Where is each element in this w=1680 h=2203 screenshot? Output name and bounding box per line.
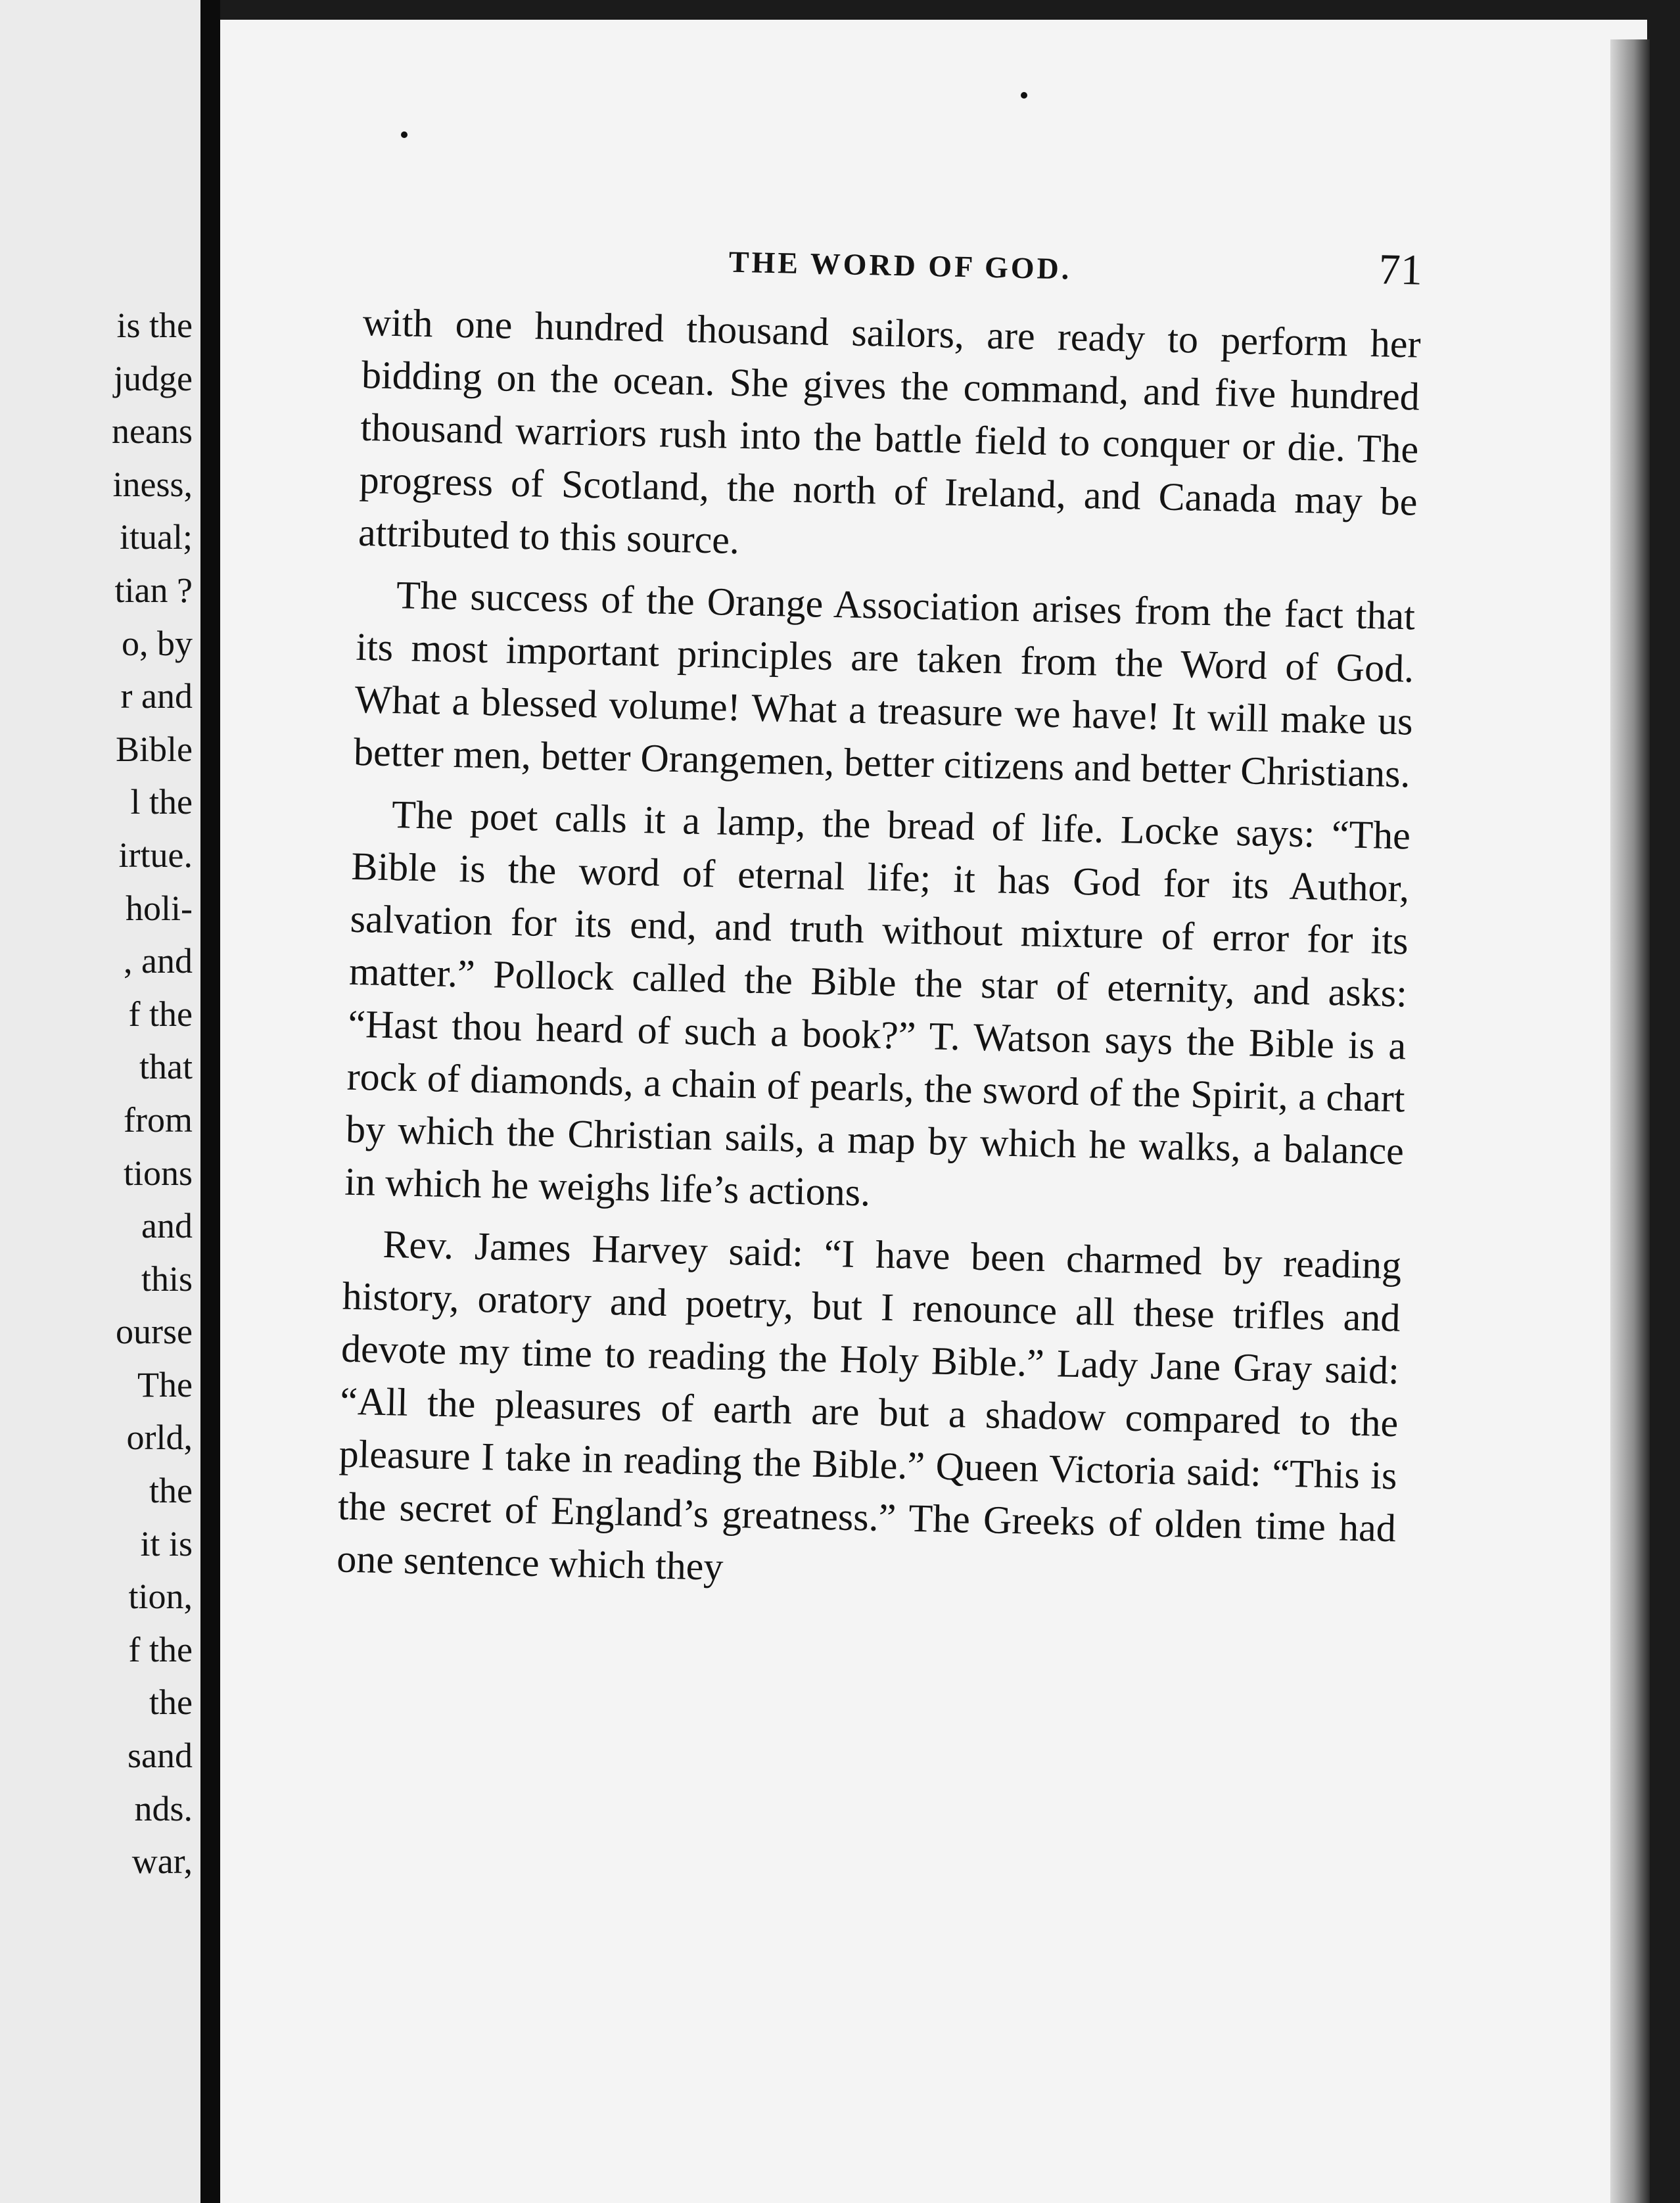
left-page-line: the: [149, 1471, 193, 1511]
paragraph-poet-quotes: The poet calls it a lamp, the bread of life. Locke says: “The Bible is the word of eternal life; it has God for its Author, salvation for its end, and truth without mixture of error for its matter.” Pollock called the Bible the star of eternity, and asks: “Hast thou heard of such a book?” T. Watson says the Bible is a rock of diamonds, a chain of pearls, the sword of the Spirit, a chart by which the Christian sails, a map by which he walks, a balance in which he weighs life’s actions.: [344, 793, 1411, 1215]
left-page-line: nds.: [134, 1788, 193, 1828]
left-page-line: o, by: [122, 623, 193, 663]
left-page-line: and: [141, 1206, 193, 1246]
left-page-line: tian ?: [114, 570, 193, 610]
left-page-line: f the: [128, 994, 193, 1034]
left-page-line: that: [139, 1047, 193, 1087]
book-gutter: [200, 0, 220, 2203]
left-page-line: war,: [131, 1842, 193, 1882]
left-page-line: is the: [116, 306, 193, 345]
left-page-line: this: [141, 1259, 193, 1299]
left-page-line: irtue.: [118, 835, 193, 875]
page-number: 71: [1378, 245, 1423, 294]
left-page-line: holi-: [126, 888, 193, 928]
left-page-line: tions: [123, 1153, 193, 1193]
page-edge-shadow: [1610, 39, 1650, 2203]
left-page-line: it is: [140, 1523, 193, 1564]
paragraph-harvey-quotes: Rev. James Harvey said: “I have been charmed by reading history, oratory and poetry, but I renounce all these trifles and devote my time to reading the Holy Bible.” Lady Jane Gray said: “All the pleasures of earth are but a shadow compared to the pleasure I take in reading the Bible.” Queen Victoria said: “This is the secret of England’s greatness.” The Greeks of olden time had one sentence which they: [336, 1222, 1402, 1588]
left-page-line: sand: [128, 1736, 193, 1776]
ink-speck: [401, 131, 408, 138]
left-page-line: orld,: [126, 1418, 193, 1458]
left-page-line: f the: [128, 1629, 193, 1669]
left-page-line: l the: [130, 782, 193, 822]
left-page-line: neans: [112, 411, 193, 452]
left-page-line: iness,: [112, 464, 193, 504]
left-page-line: The: [137, 1364, 193, 1404]
left-page-line: from: [124, 1100, 193, 1140]
left-page-line: tion,: [128, 1577, 193, 1617]
page-text-block: [336, 223, 1422, 1616]
left-page-line: Bible: [116, 729, 193, 769]
left-page: [0, 0, 200, 2203]
left-page-line: itual;: [120, 517, 193, 557]
left-page-line: , and: [124, 941, 193, 981]
paragraph-continued: with one hundred thousand sailors, are ready to perform her bidding on the ocean. She gives the command, and five hundred thousand warriors rush into the battle field to conquer or die. The progress of Scotland, the north of Ireland, and Canada may be attributed to this source.: [358, 300, 1422, 563]
left-page-text-column: [112, 299, 193, 1888]
left-page-line: the: [149, 1682, 193, 1723]
ink-speck: [1021, 92, 1027, 99]
left-page-line: r and: [120, 676, 193, 716]
left-page-line: ourse: [116, 1312, 193, 1352]
paragraph-orange-association: The success of the Orange Association arises from the fact that its most important principles are taken from the Word of God. What a blessed volume! What a treasure we have! It will make us better men, better Orangemen, better citizens and better Christians.: [353, 573, 1416, 796]
left-page-line: judge: [114, 358, 193, 398]
running-title: THE WORD OF GOD.: [728, 244, 1072, 286]
